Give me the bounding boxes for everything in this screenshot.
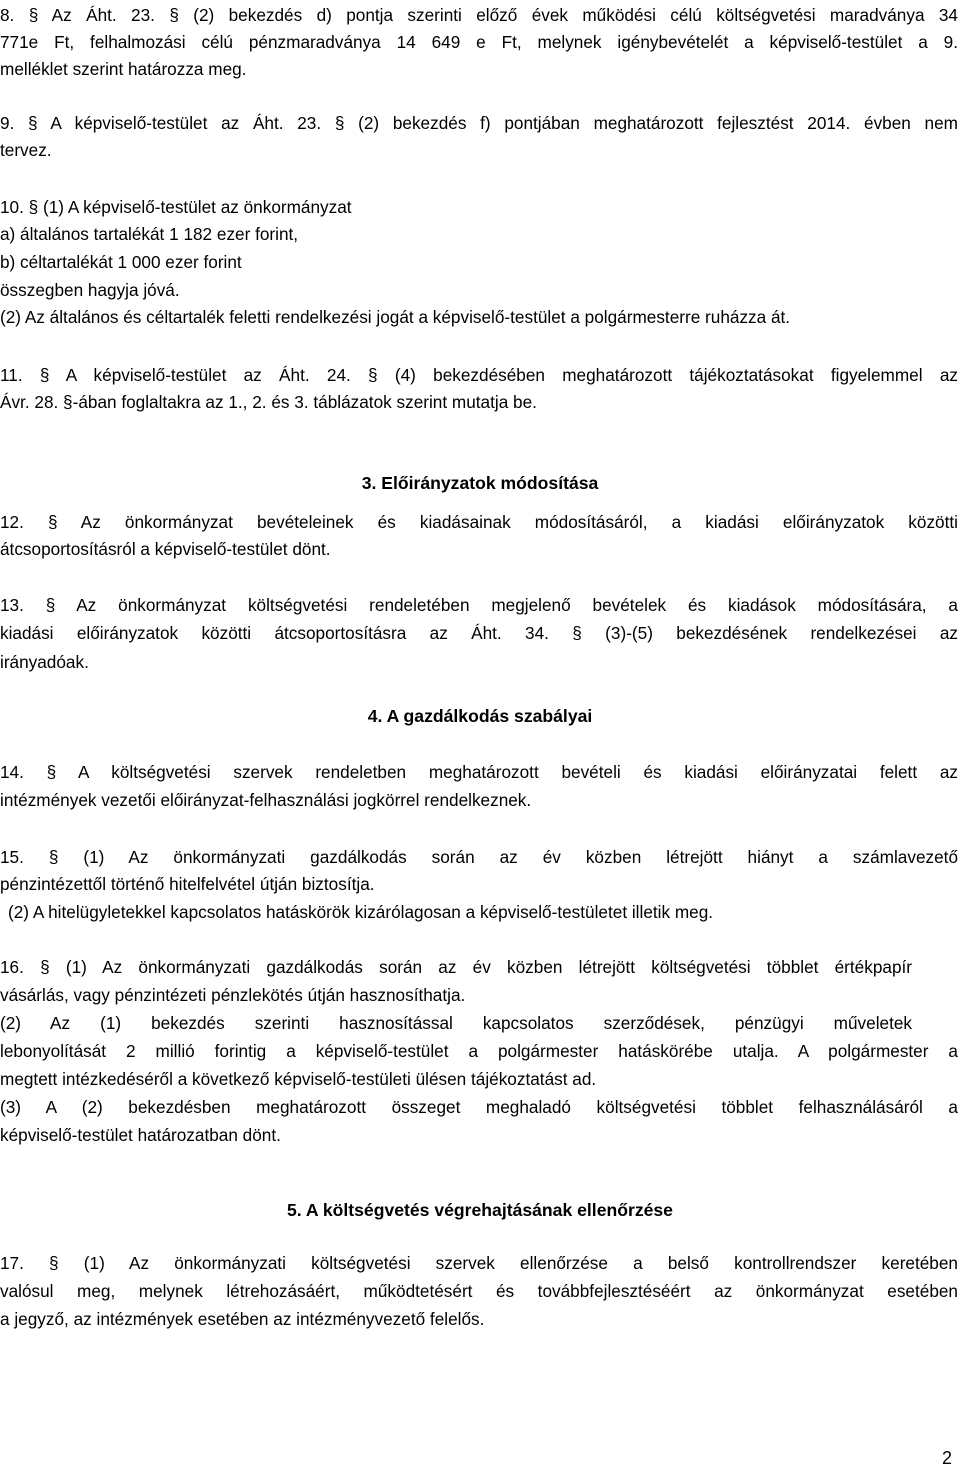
paragraph-12-line-2: átcsoportosításról a képviselő-testület dönt. [0,539,331,559]
paragraph-13-line-3: irányadóak. [0,652,89,672]
paragraph-8-line-3: melléklet szerint határozza meg. [0,59,247,79]
paragraph-16-line-5: megtett intézkedéséről a következő képviselő-testületi ülésen tájékoztatást ad. [0,1069,597,1089]
paragraph-10-line-4: összegben hagyja jóvá. [0,280,180,300]
paragraph-14-line-2: intézmények vezetői előirányzat-felhasználási jogkörrel rendelkeznek. [0,790,532,810]
paragraph-16-line-6: (3) A (2) bekezdésben meghatározott összeget meghaladó költségvetési többlet felhasználásáról a [0,1097,958,1117]
paragraph-9-line-2: tervez. [0,140,52,160]
paragraph-16-line-7: képviselő-testület határozatban dönt. [0,1125,281,1145]
paragraph-16-line-3: (2) Az (1) bekezdés szerinti hasznosítással kapcsolatos szerződések, pénzügyi műveletek [0,1013,912,1033]
paragraph-17-line-1: 17. § (1) Az önkormányzati költségvetési szervek ellenőrzése a belső kontrollrendszer keretében [0,1253,958,1273]
section-heading-4: 4. A gazdálkodás szabályai [367,706,593,726]
paragraph-10-line-1: 10. § (1) A képviselő-testület az önkormányzat [0,197,352,217]
paragraph-16-line-1: 16. § (1) Az önkormányzati gazdálkodás során az év közben létrejött költségvetési többlet értékpapír [0,957,912,977]
section-heading-5: 5. A költségvetés végrehajtásának ellenőrzése [287,1200,673,1220]
paragraph-16-line-4: lebonyolítását 2 millió forintig a képviselő-testület a polgármester hatáskörébe utalja. A polgármester a [0,1041,958,1061]
paragraph-17-line-3: a jegyző, az intézmények esetében az intézményvezető felelős. [0,1309,485,1329]
paragraph-13-line-2: kiadási előirányzatok közötti átcsoportosításra az Áht. 34. § (3)-(5) bekezdésének rendelkezései az [0,623,958,643]
paragraph-12-line-1: 12. § Az önkormányzat bevételeinek és kiadásainak módosításáról, a kiadási előirányzatok közötti [0,512,958,532]
paragraph-8-line-1: 8. § Az Áht. 23. § (2) bekezdés d) pontja szerinti előző évek működési célú költségvetési maradványa 34 [0,5,958,25]
paragraph-16-line-2: vásárlás, vagy pénzintézeti pénzlekötés útján hasznosíthatja. [0,985,466,1005]
paragraph-10-line-3: b) céltartalékát 1 000 ezer forint [0,252,242,272]
paragraph-14-line-1: 14. § A költségvetési szervek rendeletben meghatározott bevételi és kiadási előirányzatai felett az [0,762,958,782]
paragraph-9-line-1: 9. § A képviselő-testület az Áht. 23. § (2) bekezdés f) pontjában meghatározott fejlesztést 2014. évben nem [0,113,958,133]
paragraph-11-line-1: 11. § A képviselő-testület az Áht. 24. § (4) bekezdésében meghatározott tájékoztatásokat figyelemmel az [0,365,958,385]
paragraph-10-line-2: a) általános tartalékát 1 182 ezer forint, [0,224,299,244]
paragraph-11-line-2: Ávr. 28. §-ában foglaltakra az 1., 2. és 3. táblázatok szerint mutatja be. [0,392,537,412]
section-heading-3: 3. Előirányzatok módosítása [361,473,599,493]
page-number: 2 [941,1448,952,1468]
paragraph-17-line-2: valósul meg, melynek létrehozásáért, működtetésért és továbbfejlesztéséért az önkormányzat esetében [0,1281,958,1301]
paragraph-8-line-2: 771e Ft, felhalmozási célú pénzmaradványa 14 649 e Ft, melynek igénybevételét a képviselő-testület a 9. [0,32,958,52]
paragraph-15-line-3: (2) A hitelügyletekkel kapcsolatos hatáskörök kizárólagosan a képviselő-testületet illetik meg. [8,902,714,922]
paragraph-15-line-1: 15. § (1) Az önkormányzati gazdálkodás során az év közben létrejött hiányt a számlavezető [0,847,958,867]
paragraph-10-line-5: (2) Az általános és céltartalék feletti rendelkezési jogát a képviselő-testület a polgármesterre ruházza át. [0,307,791,327]
paragraph-15-line-2: pénzintézettől történő hitelfelvétel útján biztosítja. [0,874,375,894]
paragraph-13-line-1: 13. § Az önkormányzat költségvetési rendeletében megjelenő bevételek és kiadások módosítására, a [0,595,958,615]
